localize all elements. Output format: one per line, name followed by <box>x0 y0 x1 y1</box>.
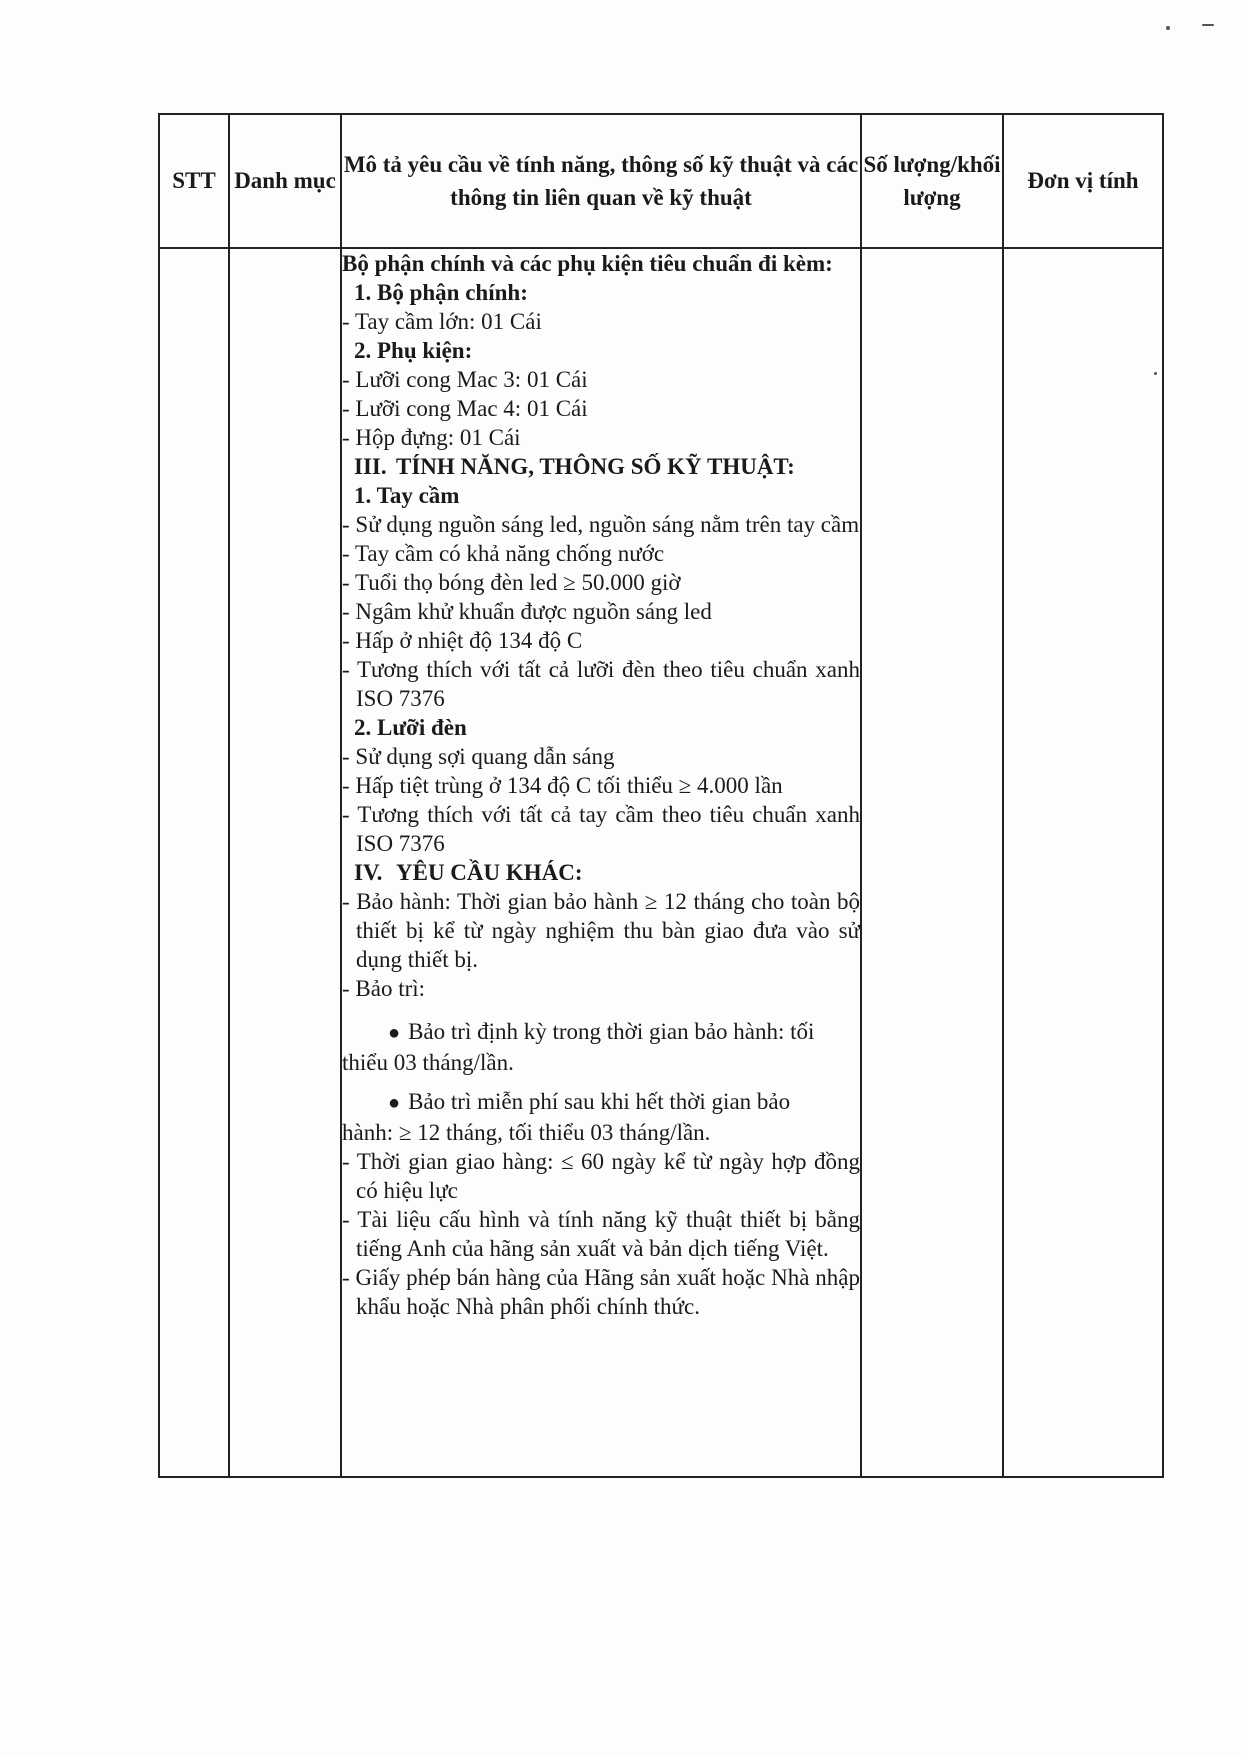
list-item: - Tuổi thọ bóng đèn led ≥ 50.000 giờ <box>342 570 681 595</box>
list-item: - Lưỡi cong Mac 4: 01 Cái <box>342 396 588 421</box>
list-item: - Tay cầm lớn: 01 Cái <box>342 309 542 334</box>
section-3-title: TÍNH NĂNG, THÔNG SỐ KỸ THUẬT: <box>396 454 795 479</box>
list-item: - Hấp ở nhiệt độ 134 độ C <box>342 628 583 653</box>
list-item: - Giấy phép bán hàng của Hãng sản xuất hoặc Nhà nhập khẩu hoặc Nhà phân phối chính thức. <box>342 1265 860 1319</box>
specification-table <box>158 113 1164 1478</box>
section-3-heading <box>342 452 860 481</box>
header-stt: STT <box>159 114 229 248</box>
maintenance-bullet <box>342 1017 860 1048</box>
header-mo-ta: Mô tả yêu cầu về tính năng, thông số kỹ thuật và các thông tin liên quan về kỹ thuật <box>341 114 861 248</box>
header-so-luong: Số lượng/khối lượng <box>861 114 1003 248</box>
list-item: - Tay cầm có khả năng chống nước <box>342 541 665 566</box>
bullet-icon: ● <box>388 1092 401 1114</box>
scan-speck <box>1154 372 1157 375</box>
maintenance-bullet-continuation: hành: ≥ 12 tháng, tối thiểu 03 tháng/lần. <box>342 1120 711 1145</box>
don-vi-cell <box>1003 248 1163 1477</box>
list-item: - Sử dụng nguồn sáng led, nguồn sáng nằm trên tay cầm <box>342 512 860 537</box>
list-item: - Tương thích với tất cả lưỡi đèn theo tiêu chuẩn xanh ISO 7376 <box>342 657 860 711</box>
scan-speck <box>1166 26 1170 30</box>
maintenance-label: - Bảo trì: <box>342 976 426 1001</box>
header-danh-muc: Danh mục <box>229 114 341 248</box>
maintenance-bullet-text: Bảo trì định kỳ trong thời gian bảo hành: tối <box>408 1019 815 1044</box>
section-3-number: III. <box>354 454 387 479</box>
danh-muc-cell <box>229 248 341 1477</box>
list-item: - Thời gian giao hàng: ≤ 60 ngày kể từ ngày hợp đồng có hiệu lực <box>342 1149 860 1203</box>
so-luong-cell <box>861 248 1003 1477</box>
maintenance-bullet <box>342 1087 860 1118</box>
handle-heading: 1. Tay cầm <box>354 483 460 508</box>
table-row <box>159 248 1163 1477</box>
header-don-vi: Đơn vị tính <box>1003 114 1163 248</box>
stt-cell <box>159 248 229 1477</box>
section-4-title: YÊU CẦU KHÁC: <box>396 860 583 885</box>
description-cell <box>341 248 861 1477</box>
table-header-row <box>159 114 1163 248</box>
list-item: - Hộp đựng: 01 Cái <box>342 425 521 450</box>
list-item: - Sử dụng sợi quang dẫn sáng <box>342 744 615 769</box>
list-item: - Lưỡi cong Mac 3: 01 Cái <box>342 367 588 392</box>
section-4-heading <box>342 858 860 887</box>
maintenance-bullet-continuation: thiểu 03 tháng/lần. <box>342 1050 514 1075</box>
bullet-icon: ● <box>388 1022 401 1044</box>
section-4-number: IV. <box>354 860 383 885</box>
blade-heading: 2. Lưỡi đèn <box>354 715 467 740</box>
list-item: - Tài liệu cấu hình và tính năng kỹ thuật thiết bị bằng tiếng Anh của hãng sản xuất và bản dịch tiếng Việt. <box>342 1207 860 1261</box>
list-item: - Hấp tiệt trùng ở 134 độ C tối thiểu ≥ 4.000 lần <box>342 773 783 798</box>
scan-speck <box>1202 24 1214 26</box>
warranty-text: - Bảo hành: Thời gian bảo hành ≥ 12 tháng cho toàn bộ thiết bị kể từ ngày nghiệm thu bàn giao đưa vào sử dụng thiết bị. <box>342 889 860 972</box>
list-item: - Ngâm khử khuẩn được nguồn sáng led <box>342 599 712 624</box>
maintenance-bullet-text: Bảo trì miễn phí sau khi hết thời gian bảo <box>408 1089 791 1114</box>
intro-text: Bộ phận chính và các phụ kiện tiêu chuẩn đi kèm: <box>342 251 833 276</box>
list-item: - Tương thích với tất cả tay cầm theo tiêu chuẩn xanh ISO 7376 <box>342 802 860 856</box>
main-part-heading: 1. Bộ phận chính: <box>354 280 528 305</box>
accessories-heading: 2. Phụ kiện: <box>354 338 473 363</box>
